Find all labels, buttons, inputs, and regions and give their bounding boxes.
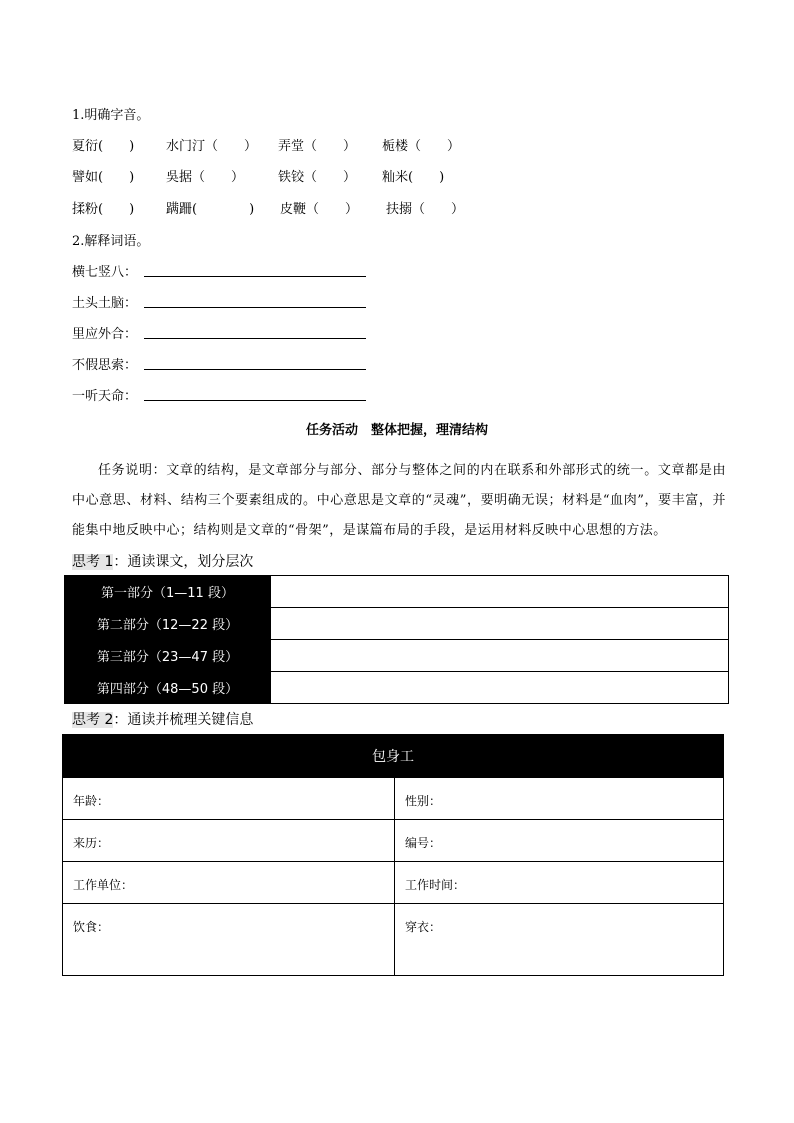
- think2-prefix: 思考 2: [72, 712, 114, 728]
- part-answer-cell[interactable]: [271, 576, 729, 608]
- think1-heading: [72, 551, 253, 571]
- answer-line[interactable]: [144, 307, 366, 308]
- table-row: [65, 672, 729, 704]
- task-description: 任务说明：文章的结构，是文章部分与部分、部分与整体之间的内在联系和外部形式的统一。文章都是由中心意思、材料、结构三个要素组成的。中心意思是文章的“灵魂”，要明确无误；材料是“血肉”，要丰富，并能集中地反映中心；结构则是文章的“骨架”，是谋篇布局的手段，是运用材料反映中心思想的方法。: [72, 463, 726, 538]
- term-label: 横七竖八：: [72, 265, 138, 280]
- table-row: [63, 820, 724, 862]
- think1-text: ：通读课文，划分层次: [113, 554, 254, 570]
- think2-heading: [72, 709, 253, 729]
- think1-prefix: 思考 1: [72, 554, 114, 570]
- pronunciation-item: 铁铰（ ）: [278, 170, 357, 185]
- answer-line[interactable]: [144, 338, 366, 339]
- table-row: [63, 862, 724, 904]
- info-table: [62, 734, 724, 976]
- table-row: [65, 608, 729, 640]
- part-label: 第二部分（12—22 段）: [65, 608, 271, 640]
- answer-line[interactable]: [144, 369, 366, 370]
- info-field[interactable]: 来历：: [63, 820, 395, 862]
- part-answer-cell[interactable]: [271, 672, 729, 704]
- table-header-row: [63, 735, 724, 778]
- pronunciation-item: 栀楼（ ）: [382, 139, 461, 154]
- term-label: 一听天命：: [72, 389, 138, 404]
- pronunciation-item: 籼米( ): [382, 170, 445, 185]
- info-field[interactable]: 性别：: [395, 778, 724, 820]
- info-table-title: 包身工: [63, 735, 724, 778]
- section2-title: 2.解释词语。: [72, 234, 150, 249]
- task-title: 任务活动 整体把握，理清结构: [305, 423, 488, 438]
- parts-table: [64, 575, 729, 704]
- think2-text: ：通读并梳理关键信息: [113, 712, 254, 728]
- info-field[interactable]: 编号：: [395, 820, 724, 862]
- pronunciation-item: 夏衍( ): [72, 139, 135, 154]
- pronunciation-item: 譬如( ): [72, 170, 135, 185]
- pronunciation-item: 皮鞭（ ）: [280, 202, 359, 217]
- part-label: 第四部分（48—50 段）: [65, 672, 271, 704]
- answer-line[interactable]: [144, 400, 366, 401]
- info-field[interactable]: 穿衣：: [395, 904, 724, 976]
- pronunciation-item: 吳据（ ）: [166, 170, 245, 185]
- info-field[interactable]: 饮食：: [63, 904, 395, 976]
- pronunciation-item: 弄堂（ ）: [278, 139, 357, 154]
- pronunciation-item: 揉粉( ): [72, 202, 135, 217]
- table-row: [63, 778, 724, 820]
- info-field[interactable]: 工作时间：: [395, 862, 724, 904]
- part-answer-cell[interactable]: [271, 608, 729, 640]
- part-answer-cell[interactable]: [271, 640, 729, 672]
- section1-title: 1.明确字音。: [72, 108, 150, 123]
- term-label: 土头土脑：: [72, 296, 138, 311]
- term-label: 里应外合：: [72, 327, 138, 342]
- pronunciation-item: 蹒跚( ): [166, 202, 255, 217]
- part-label: 第一部分（1—11 段）: [65, 576, 271, 608]
- part-label: 第三部分（23—47 段）: [65, 640, 271, 672]
- pronunciation-item: 扶搦（ ）: [386, 202, 465, 217]
- table-row: [65, 576, 729, 608]
- info-field[interactable]: 年龄：: [63, 778, 395, 820]
- info-field[interactable]: 工作单位：: [63, 862, 395, 904]
- answer-line[interactable]: [144, 276, 366, 277]
- term-label: 不假思索：: [72, 358, 138, 373]
- table-row: [63, 904, 724, 976]
- pronunciation-item: 水门汀（ ）: [166, 139, 258, 154]
- table-row: [65, 640, 729, 672]
